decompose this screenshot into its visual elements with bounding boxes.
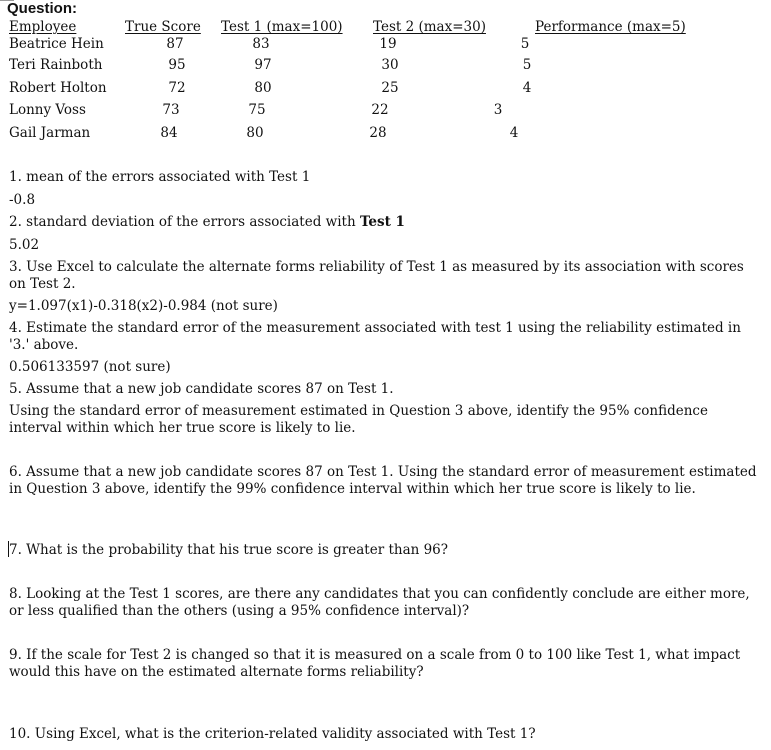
row-test1: 83 xyxy=(252,36,270,52)
row-test1: 80 xyxy=(254,80,272,96)
row-test1: 97 xyxy=(254,57,272,73)
question-2 xyxy=(9,214,405,231)
row-test2: 28 xyxy=(369,125,387,141)
question-5: 5. Assume that a new job candidate scores 87 on Test 1. xyxy=(9,381,394,397)
question-3: 3. Use Excel to calculate the alternate forms reliability of Test 1 as measured by its association with scores on Test 2. xyxy=(9,259,744,292)
row-performance: 4 xyxy=(522,80,532,96)
question-7: 7. What is the probability that his true score is greater than 96? xyxy=(9,542,449,558)
row-test1: 75 xyxy=(248,102,266,118)
row-test2: 19 xyxy=(379,36,397,52)
row-test1: 80 xyxy=(246,125,264,141)
row-name: Gail Jarman xyxy=(9,125,91,141)
row-name: Lonny Voss xyxy=(9,102,86,118)
answer-3: y=1.097(x1)-0.318(x2)-0.984 (not sure) xyxy=(9,298,278,314)
row-performance: 4 xyxy=(509,125,519,141)
question-1: 1. mean of the errors associated with Test 1 xyxy=(9,169,311,185)
header-performance: Performance (max=5) xyxy=(535,19,686,35)
question-heading: Question: xyxy=(7,0,77,17)
row-true-score: 73 xyxy=(162,102,180,118)
row-name: Teri Rainboth xyxy=(9,57,103,73)
header-test2: Test 2 (max=30) xyxy=(373,19,486,35)
header-true-score: True Score xyxy=(125,19,201,35)
row-performance: 5 xyxy=(522,57,532,73)
row-test2: 25 xyxy=(381,80,399,96)
row-name: Robert Holton xyxy=(9,80,107,96)
row-name: Beatrice Hein xyxy=(9,36,104,52)
row-true-score: 95 xyxy=(168,57,186,73)
answer-2: 5.02 xyxy=(9,237,40,253)
question-10: 10. Using Excel, what is the criterion-related validity associated with Test 1? xyxy=(9,726,536,742)
header-employee: Employee xyxy=(9,19,77,35)
question-2-bold: Test 1 xyxy=(359,214,405,230)
question-6: 6. Assume that a new job candidate scores 87 on Test 1. Using the standard error of measurement estimated in Question 3 above, identify the 99% confidence interval within which her true score is likely to lie. xyxy=(9,464,757,497)
row-true-score: 87 xyxy=(166,36,184,52)
question-2-text: 2. standard deviation of the errors associated with xyxy=(9,214,360,230)
row-test2: 22 xyxy=(371,102,389,118)
answer-1: -0.8 xyxy=(9,192,36,208)
header-test1: Test 1 (max=100) xyxy=(221,19,343,35)
row-true-score: 84 xyxy=(160,125,178,141)
row-true-score: 72 xyxy=(168,80,186,96)
question-8: 8. Looking at the Test 1 scores, are there any candidates that you can confidently conclude are either more, or less qualified than the others (using a 95% confidence interval)? xyxy=(9,586,750,619)
row-performance: 5 xyxy=(520,36,530,52)
question-9: 9. If the scale for Test 2 is changed so that it is measured on a scale from 0 to 100 like Test 1, what impact would this have on the estimated alternate forms reliability? xyxy=(9,647,741,680)
row-performance: 3 xyxy=(493,102,503,118)
row-test2: 30 xyxy=(381,57,399,73)
question-5-detail: Using the standard error of measurement estimated in Question 3 above, identify the 95% confidence interval within which her true score is likely to lie. xyxy=(9,403,708,436)
question-4: 4. Estimate the standard error of the measurement associated with test 1 using the reliability estimated in '3.' above. xyxy=(9,320,741,353)
answer-4: 0.506133597 (not sure) xyxy=(9,359,171,375)
